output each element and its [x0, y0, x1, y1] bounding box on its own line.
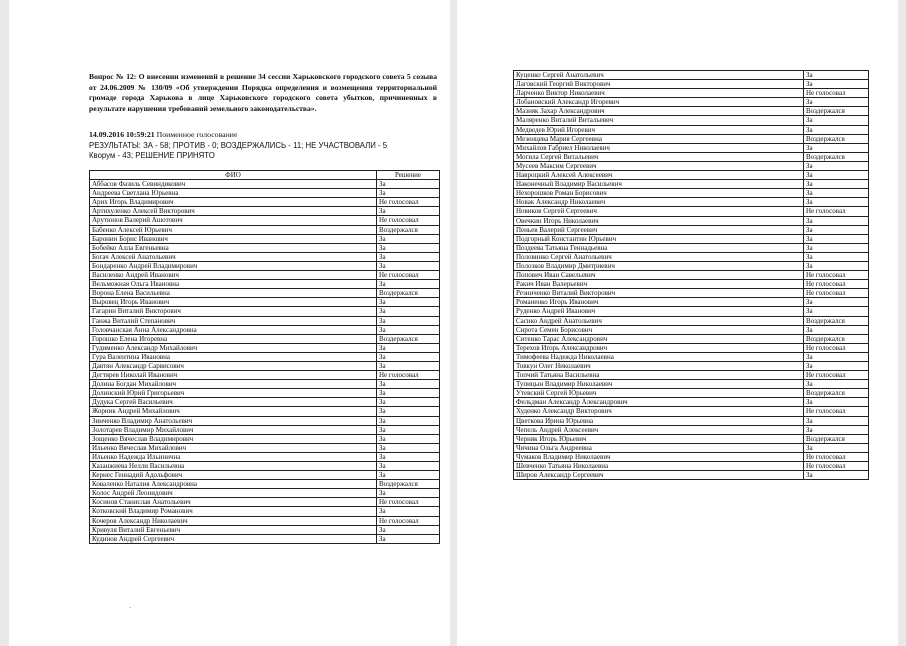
table-row	[514, 125, 869, 134]
deputy-name: Аббасов Фазиль Севиндикович	[90, 180, 377, 189]
deputy-decision: За	[804, 243, 869, 252]
table-row	[514, 452, 869, 461]
deputy-decision: Не голосовал	[804, 407, 869, 416]
page-right	[457, 0, 898, 646]
deputy-name: Топчий Татьяна Васильевна	[514, 371, 804, 380]
deputy-decision: За	[377, 398, 440, 407]
deputy-name: Ильенко Вячеслав Михайлович	[90, 443, 377, 452]
deputy-name: Руденко Андрей Иванович	[514, 307, 804, 316]
table-row	[514, 143, 869, 152]
deputy-decision: Воздержался	[804, 107, 869, 116]
deputy-decision: За	[804, 416, 869, 425]
deputy-name: Ракич Иван Валерьевич	[514, 280, 804, 289]
table-row	[90, 471, 440, 480]
table-row	[90, 289, 440, 298]
deputy-decision: Не голосовал	[804, 271, 869, 280]
table-row	[90, 325, 440, 334]
deputy-decision: За	[804, 189, 869, 198]
deputy-decision: Воздержался	[804, 316, 869, 325]
deputy-name: Романенко Игорь Иванович	[514, 298, 804, 307]
deputy-decision: За	[377, 389, 440, 398]
vote-type: Поименное голосование	[156, 130, 238, 139]
deputy-decision: За	[377, 207, 440, 216]
table-row	[514, 407, 869, 416]
table-row	[90, 425, 440, 434]
deputy-name: Ларченко Виктор Николаевич	[514, 89, 804, 98]
table-row	[90, 507, 440, 516]
deputy-decision: За	[377, 325, 440, 334]
table-row	[514, 362, 869, 371]
deputy-name: Новак Александр Николаевич	[514, 198, 804, 207]
table-row	[514, 434, 869, 443]
table-row	[514, 198, 869, 207]
deputy-decision: За	[804, 425, 869, 434]
deputy-decision: За	[377, 443, 440, 452]
table-row	[90, 216, 440, 225]
deputy-decision: За	[377, 343, 440, 352]
table-row	[90, 443, 440, 452]
table-row	[90, 498, 440, 507]
deputy-name: Кривуля Виталий Евгеньевич	[90, 525, 377, 534]
table-row	[514, 334, 869, 343]
deputy-name: Сасико Андрей Анатольевич	[514, 316, 804, 325]
deputy-name: Долинский Юрий Григорьевич	[90, 389, 377, 398]
table-row	[514, 225, 869, 234]
deputy-name: Тимофеева Надежда Николаевна	[514, 352, 804, 361]
vote-datetime: 14.09.2016 10:59:21	[89, 130, 155, 139]
table-row	[514, 107, 869, 116]
deputy-decision: За	[377, 252, 440, 261]
deputy-decision: За	[377, 361, 440, 370]
table-row	[514, 352, 869, 361]
deputy-name: Шевченко Татьяна Николаевна	[514, 462, 804, 471]
deputy-name: Резниченко Виталий Викторович	[514, 289, 804, 298]
deputy-decision: За	[377, 380, 440, 389]
deputy-name: Андреева Светлана Юрьевна	[90, 189, 377, 198]
deputy-name: Овечкин Игорь Николаевич	[514, 216, 804, 225]
table-row	[514, 462, 869, 471]
table-row	[514, 216, 869, 225]
table-row	[90, 452, 440, 461]
table-row	[514, 325, 869, 334]
deputy-decision: За	[804, 307, 869, 316]
deputy-name: Дудука Сергей Васильевич	[90, 398, 377, 407]
deputy-name: Колос Андрей Леонидович	[90, 489, 377, 498]
deputy-name: Котковский Владимир Романович	[90, 507, 377, 516]
table-row	[514, 343, 869, 352]
table-row	[90, 252, 440, 261]
table-row	[514, 234, 869, 243]
deputy-decision: Воздержался	[804, 434, 869, 443]
deputy-name: Косинов Станислав Анатольевич	[90, 498, 377, 507]
deputy-name: Фельдман Александр Александрович	[514, 398, 804, 407]
deputy-name: Нехорошков Роман Борисович	[514, 189, 804, 198]
column-header-decision: Решение	[377, 171, 440, 180]
deputy-decision: За	[804, 225, 869, 234]
deputy-decision: За	[804, 443, 869, 452]
deputy-decision: За	[377, 280, 440, 289]
table-row	[514, 380, 869, 389]
table-row	[90, 398, 440, 407]
table-row	[90, 280, 440, 289]
deputy-decision: За	[804, 261, 869, 270]
deputy-name: Шиpов Александр Сергеевич	[514, 471, 804, 480]
deputy-name: Терехов Игорь Александрович	[514, 343, 804, 352]
deputy-decision: Не голосовал	[804, 280, 869, 289]
table-row	[90, 352, 440, 361]
deputy-decision: За	[377, 507, 440, 516]
deputy-name: Лобановский Александр Игоревич	[514, 98, 804, 107]
results-line-1: РЕЗУЛЬТАТЫ: ЗА - 58; ПРОТИВ - 0; ВОЗДЕРЖАЛИСЬ - 11; НЕ УЧАСТВОВАЛИ - 5	[89, 141, 388, 150]
deputy-decision: За	[377, 180, 440, 189]
table-row	[514, 152, 869, 161]
deputy-name: Чумаков Владимир Николаевич	[514, 452, 804, 461]
table-row	[514, 98, 869, 107]
deputy-name: Попович Иван Савельевич	[514, 271, 804, 280]
table-row	[514, 398, 869, 407]
deputy-decision: За	[804, 143, 869, 152]
deputy-decision: За	[377, 525, 440, 534]
table-row	[90, 334, 440, 343]
table-row	[514, 425, 869, 434]
deputy-decision: За	[377, 425, 440, 434]
votes-table-right	[513, 70, 869, 480]
deputy-decision: За	[377, 452, 440, 461]
table-row	[514, 389, 869, 398]
deputy-decision: За	[804, 161, 869, 170]
table-row	[90, 525, 440, 534]
deputy-decision: Не голосовал	[377, 371, 440, 380]
deputy-name: Бобейко Алла Евгеньевна	[90, 243, 377, 252]
deputy-name: Половинко Сергей Анатольевич	[514, 252, 804, 261]
table-row	[90, 480, 440, 489]
table-row	[514, 171, 869, 180]
deputy-decision: За	[377, 489, 440, 498]
deputy-name: Арутюнов Валерий Ашотович	[90, 216, 377, 225]
deputy-decision: За	[804, 352, 869, 361]
deputy-decision: За	[804, 180, 869, 189]
deputy-name: Ворона Елена Васильевна	[90, 289, 377, 298]
deputy-name: Выровец Игорь Иванович	[90, 298, 377, 307]
deputy-name: Маляренко Виталий Витальевич	[514, 116, 804, 125]
deputy-name: Худенко Александр Викторович	[514, 407, 804, 416]
deputy-decision: За	[804, 471, 869, 480]
table-row	[90, 298, 440, 307]
table-row	[90, 534, 440, 543]
deputy-decision: За	[377, 434, 440, 443]
deputy-name: Мезенцева Мария Сергеевна	[514, 134, 804, 143]
deputy-name: Утевский Сергей Юрьевич	[514, 389, 804, 398]
table-row	[514, 271, 869, 280]
deputy-name: Наконечный Владимир Васильевич	[514, 180, 804, 189]
votes-table-left	[89, 170, 440, 544]
deputy-name: Ильенко Надежда Ильинична	[90, 452, 377, 461]
table-row	[514, 252, 869, 261]
table-row	[90, 380, 440, 389]
table-row	[90, 489, 440, 498]
deputy-decision: За	[804, 198, 869, 207]
deputy-decision: Воздержался	[377, 480, 440, 489]
deputy-decision: За	[377, 298, 440, 307]
deputy-decision: Не голосовал	[804, 343, 869, 352]
deputy-decision: За	[377, 261, 440, 270]
deputy-decision: За	[377, 189, 440, 198]
table-row	[514, 134, 869, 143]
deputy-name: Бондаренко Андрей Владимирович	[90, 261, 377, 270]
deputy-decision: За	[804, 362, 869, 371]
table-row	[90, 271, 440, 280]
table-row	[90, 416, 440, 425]
deputy-name: Золотарев Владимир Михайлович	[90, 425, 377, 434]
deputy-decision: За	[377, 407, 440, 416]
deputy-name: Кернес Геннадий Адольфович	[90, 471, 377, 480]
vote-datetime-line	[89, 130, 237, 140]
table-row	[90, 243, 440, 252]
table-row	[514, 416, 869, 425]
deputy-decision: За	[377, 316, 440, 325]
column-header-name: ФИО	[90, 171, 377, 180]
deputy-name: Дегтярев Николай Иванович	[90, 371, 377, 380]
deputy-decision: Воздержался	[377, 289, 440, 298]
deputy-name: Гура Валентина Ивановна	[90, 352, 377, 361]
deputy-name: Долина Богдан Михайлович	[90, 380, 377, 389]
deputy-name: Горошко Елена Игоревна	[90, 334, 377, 343]
deputy-decision: Не голосовал	[377, 271, 440, 280]
table-row	[514, 116, 869, 125]
table-row	[514, 180, 869, 189]
table-row	[514, 443, 869, 452]
deputy-decision: За	[377, 534, 440, 543]
deputy-decision: Воздержался	[804, 134, 869, 143]
table-row	[90, 261, 440, 270]
deputy-name: Новиков Сергей Сергеевич	[514, 207, 804, 216]
deputy-name: Тупицын Владимир Николаевич	[514, 380, 804, 389]
table-row	[514, 161, 869, 170]
deputy-name: Ситенко Тарас Александрович	[514, 334, 804, 343]
deputy-decision: За	[377, 416, 440, 425]
table-row	[90, 180, 440, 189]
deputy-decision: За	[377, 462, 440, 471]
table-row	[514, 298, 869, 307]
deputy-decision: За	[377, 307, 440, 316]
table-row	[514, 471, 869, 480]
table-row	[514, 289, 869, 298]
deputy-name: Михайлов Габриел Николаевич	[514, 143, 804, 152]
deputy-name: Пеньев Валерий Сергеевич	[514, 225, 804, 234]
deputy-name: Зощенко Вячеслав Владимирович	[90, 434, 377, 443]
deputy-name: Гагарин Виталий Викторович	[90, 307, 377, 316]
deputy-decision: Не голосовал	[804, 371, 869, 380]
deputy-name: Жорник Андрей Михайлович	[90, 407, 377, 416]
table-row	[514, 371, 869, 380]
table-row	[514, 80, 869, 89]
table-row	[514, 261, 869, 270]
deputy-name: Кочеров Александр Николаевич	[90, 516, 377, 525]
table-row	[90, 434, 440, 443]
deputy-name: Зинченко Владимир Анатольевич	[90, 416, 377, 425]
deputy-name: Чепель Андрей Алексеевич	[514, 425, 804, 434]
deputy-decision: За	[804, 125, 869, 134]
deputy-decision: Не голосовал	[377, 516, 440, 525]
deputy-decision: За	[804, 98, 869, 107]
table-row	[514, 316, 869, 325]
deputy-decision: За	[804, 116, 869, 125]
deputy-name: Артихуленко Алексей Викторович	[90, 207, 377, 216]
deputy-name: Куценко Сергей Анатольевич	[514, 71, 804, 80]
deputy-name: Бабенко Алексей Юрьевич	[90, 225, 377, 234]
deputy-decision: Не голосовал	[804, 289, 869, 298]
deputy-decision: Не голосовал	[804, 452, 869, 461]
deputy-decision: За	[804, 398, 869, 407]
table-row	[90, 225, 440, 234]
deputy-name: Баронин Борис Иванович	[90, 234, 377, 243]
table-row	[90, 343, 440, 352]
deputy-decision: За	[804, 80, 869, 89]
deputy-name: Товкун Олег Николаевич	[514, 362, 804, 371]
table-row	[514, 71, 869, 80]
table-row	[90, 516, 440, 525]
deputy-name: Казанжиева Нелли Васильевна	[90, 462, 377, 471]
table-row	[90, 307, 440, 316]
table-row	[90, 371, 440, 380]
deputy-decision: За	[804, 325, 869, 334]
deputy-decision: За	[804, 71, 869, 80]
table-row	[514, 89, 869, 98]
deputy-decision: Не голосовал	[804, 207, 869, 216]
table-row	[90, 316, 440, 325]
table-row	[90, 462, 440, 471]
deputy-name: Вельможная Ольга Ивановна	[90, 280, 377, 289]
deputy-decision: За	[804, 298, 869, 307]
deputy-name: Сирота Семен Борисович	[514, 325, 804, 334]
deputy-name: Полозков Владимир Дмитриевич	[514, 261, 804, 270]
deputy-decision: Воздержался	[804, 389, 869, 398]
deputy-name: Мазняк Захар Александрович	[514, 107, 804, 116]
table-row	[90, 234, 440, 243]
deputy-name: Коваленко Наталия Александровна	[90, 480, 377, 489]
deputy-name: Василенко Андрей Иванович	[90, 271, 377, 280]
deputy-decision: За	[804, 252, 869, 261]
deputy-decision: За	[804, 171, 869, 180]
table-row	[514, 207, 869, 216]
deputy-decision: За	[377, 243, 440, 252]
deputy-decision: За	[804, 380, 869, 389]
page-mark: ·	[129, 604, 132, 612]
deputy-name: Головчанская Анна Александровна	[90, 325, 377, 334]
table-row	[90, 361, 440, 370]
table-row	[514, 189, 869, 198]
deputy-name: Медведев Юрий Игоревич	[514, 125, 804, 134]
deputy-name: Богач Алексей Анатольевич	[90, 252, 377, 261]
deputy-decision: Воздержался	[804, 334, 869, 343]
deputy-decision: За	[377, 471, 440, 480]
table-row	[514, 243, 869, 252]
deputy-decision: За	[804, 216, 869, 225]
deputy-name: Арих Игорь Владимирович	[90, 198, 377, 207]
table-row	[90, 389, 440, 398]
page-left	[9, 0, 450, 646]
deputy-name: Лаговский Георгий Викторович	[514, 80, 804, 89]
deputy-decision: Воздержался	[377, 334, 440, 343]
deputy-name: Кудинов Андрей Сергеевич	[90, 534, 377, 543]
table-row	[90, 189, 440, 198]
deputy-decision: Не голосовал	[377, 198, 440, 207]
deputy-name: Давтян Александр Сарвисович	[90, 361, 377, 370]
deputy-name: Гудименко Александр Михайлович	[90, 343, 377, 352]
table-row	[90, 198, 440, 207]
table-row	[90, 407, 440, 416]
deputy-decision: Воздержался	[377, 225, 440, 234]
table-row	[514, 280, 869, 289]
deputy-decision: Воздержался	[804, 152, 869, 161]
deputy-name: Цветкова Ирина Юрьевна	[514, 416, 804, 425]
deputy-decision: Не голосовал	[377, 498, 440, 507]
deputy-name: Ганжа Виталий Степанович	[90, 316, 377, 325]
deputy-decision: Не голосовал	[804, 89, 869, 98]
deputy-decision: Не голосовал	[377, 216, 440, 225]
deputy-name: Черняк Игорь Юрьевич	[514, 434, 804, 443]
vote-results	[89, 141, 439, 161]
deputy-decision: За	[804, 234, 869, 243]
deputy-name: Поздеева Татьяна Геннадьевна	[514, 243, 804, 252]
deputy-name: Навроцкий Алексей Алексеевич	[514, 171, 804, 180]
deputy-decision: За	[377, 234, 440, 243]
deputy-name: Мусеев Максим Сергеевич	[514, 161, 804, 170]
table-row	[90, 207, 440, 216]
question-heading: Вопрос № 12: О внесении изменений в решение 34 сессии Харьковского городского совета 5 созыва от 24.06.2009 № 130/09 «Об утверждении Порядка определения и возмещения территориальной громаде города Харькова в лице Харьковского городского совета убытков, причиненных в результате нарушения требований земельного законодательства».	[89, 72, 437, 113]
deputy-name: Подгорный Константин Юрьевич	[514, 234, 804, 243]
results-line-2: Кворум - 43; РЕШЕНИЕ ПРИНЯТО	[89, 151, 215, 160]
deputy-name: Чичина Ольга Андреевна	[514, 443, 804, 452]
deputy-decision: Не голосовал	[804, 462, 869, 471]
deputy-name: Могила Сергей Витальевич	[514, 152, 804, 161]
table-row	[514, 307, 869, 316]
deputy-decision: За	[377, 352, 440, 361]
table-header-row	[90, 171, 440, 180]
